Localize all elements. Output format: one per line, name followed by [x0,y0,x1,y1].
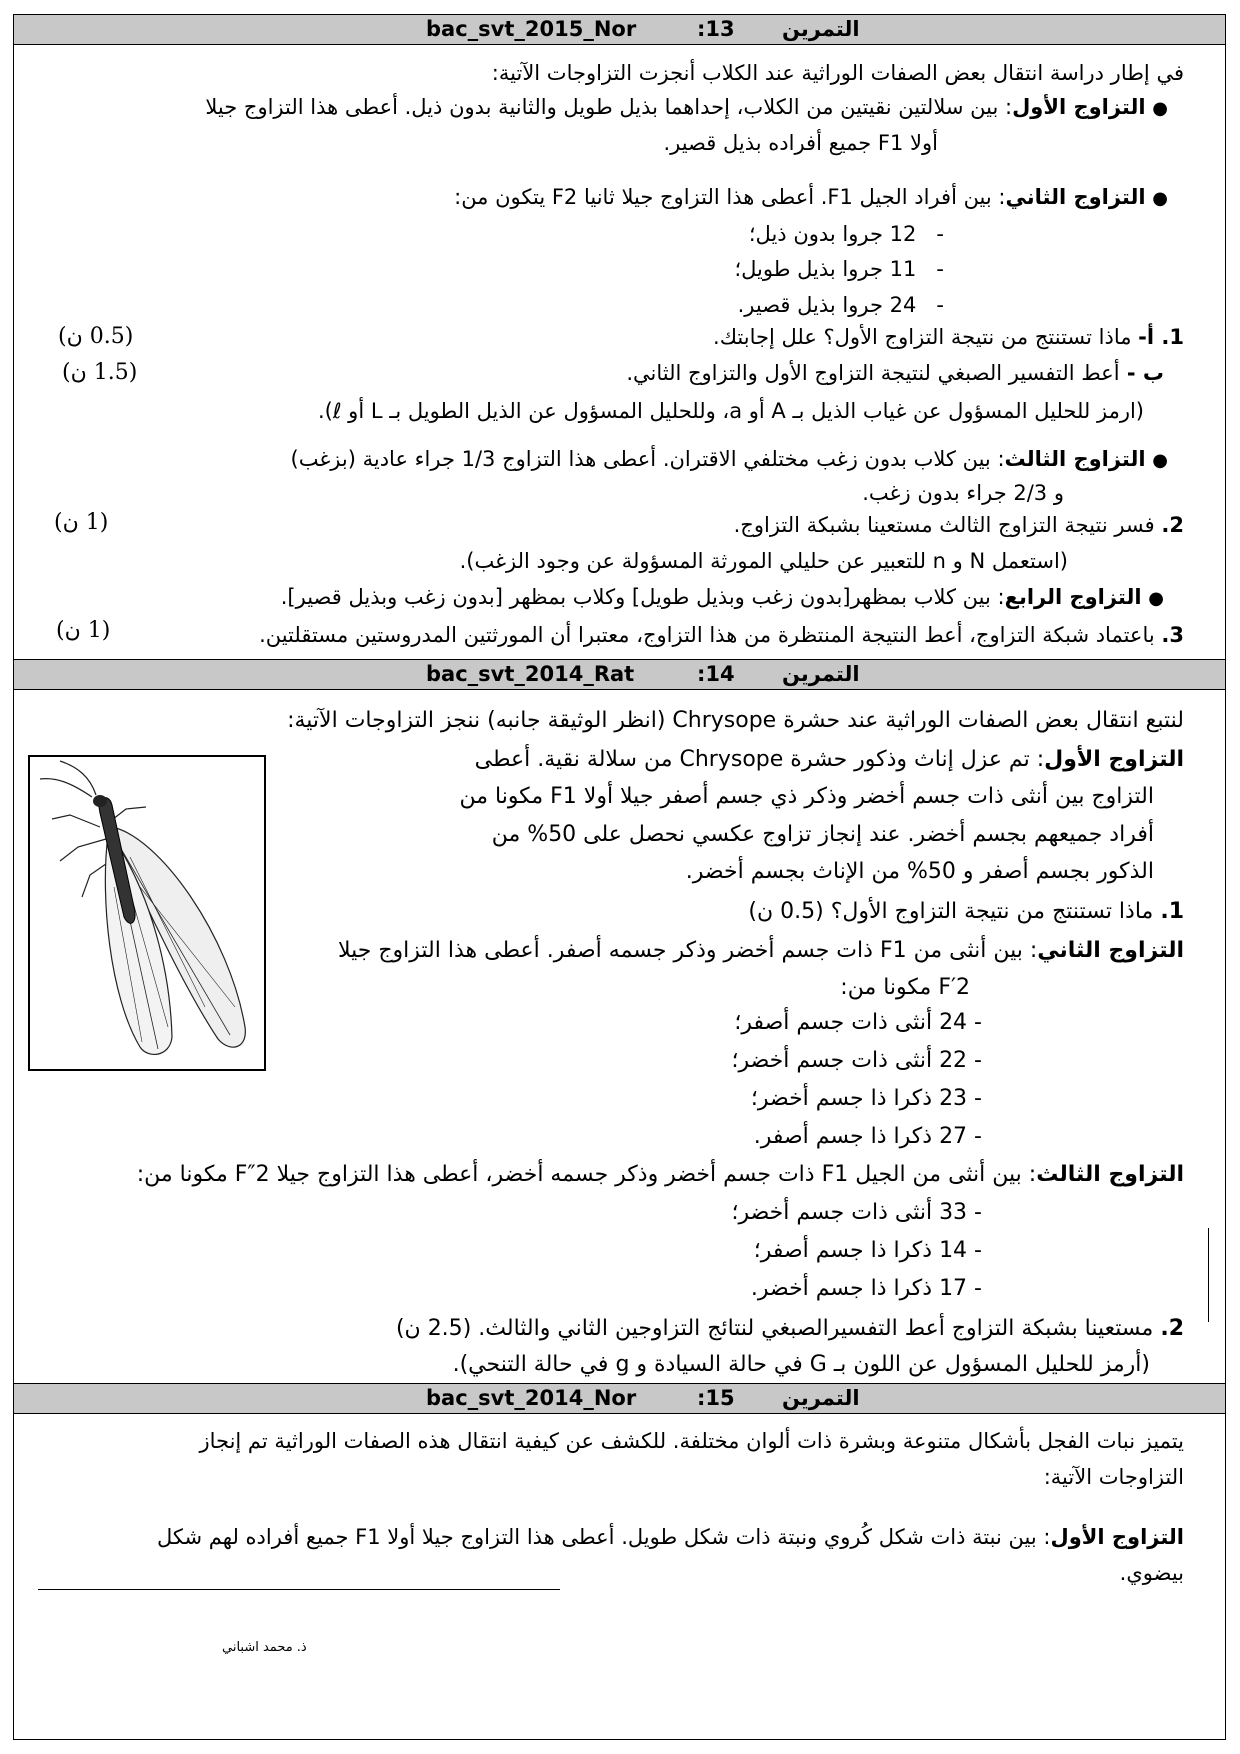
ex14-question-1: 1. ماذا تستنتج من نتيجة التزاوج الأول؟ (0.5 ن) [748,899,1184,924]
exercise-13-header [14,14,1225,45]
ex13-intro: في إطار دراسة انتقال بعض الصفات الوراثية عند الكلاب أنجزت التزاوجات الآتية: [491,61,1184,85]
exercise-label: التمرين [782,17,860,41]
list-item: - 22 أنثى ذات جسم أخضر؛ [731,1048,982,1073]
ex13-cross1: ● التزاوج الأول: بين سلالتين نقيتين من الكلاب، إحداهما بذيل طويل والثانية بدون ذيل. أعطى هذا التزاوج جيلا [205,95,1168,119]
exercise-label: التمرين [782,662,860,686]
ex14-cross1-line2: التزاوج بين أنثى ذات جسم أخضر وذكر ذي جسم أصفر جيلا أولا F1 مكونا من [459,784,1154,809]
chrysope-figure [28,755,266,1071]
ex13-q1a-points: (0.5 ن) [58,324,134,349]
ex14-question-2: 2. مستعينا بشبكة التزاوج أعط التفسيرالصبغي لنتائج التزاوجين الثاني والثالث. (2.5 ن) [395,1316,1184,1341]
ex14-cross3: التزاوج الثالث: بين أنثى من الجيل F1 ذات جسم أخضر وذكر جسمه أخضر، أعطى هذا التزاوج جيلا F″2 مكونا من: [136,1162,1184,1187]
ex14-cross1-line3: أفراد جميعهم بجسم أخضر. عند إنجاز تزاوج عكسي نحصل على 50% من [491,822,1154,847]
exercise-code: bac_svt_2014_Rat [426,662,635,686]
exercise-number: :15 [697,1386,735,1410]
ex14-cross1: التزاوج الأول: تم عزل إناث وذكور حشرة Chrysope من سلالة نقية. أعطى [474,747,1184,772]
list-item: - 17 ذكرا ذا جسم أخضر. [750,1276,982,1301]
ex15-intro: يتميز نبات الفجل بأشكال متنوعة وبشرة ذات ألوان مختلفة. للكشف عن كيفية انتقال هذه الصفات الوراثية تم إنجاز [199,1429,1184,1453]
ex13-q2-points: (1 ن) [54,510,109,535]
ex14-intro: لنتبع انتقال بعض الصفات الوراثية عند حشرة Chrysope (انظر الوثيقة جانبه) ننجز التزاوجات الآتية: [287,708,1184,733]
ex15-cross1: التزاوج الأول: بين نبتة ذات شكل كُروي ونبتة ذات شكل طويل. أعطى هذا التزاوج جيلا أولا F1 جميع أفراده لهم شكل [157,1525,1184,1549]
list-item: - 23 ذكرا ذا جسم أخضر؛ [750,1086,982,1111]
ex14-q2-note: (أرمز للحليل المسؤول عن اللون بـ G في حالة السيادة و g في حالة التنحي). [452,1352,1150,1377]
author-signature: ذ. محمد اشباني [222,1640,307,1655]
ex13-q3-points: (1 ن) [56,618,111,643]
ex14-cross1-line4: الذكور بجسم أصفر و 50% من الإناث بجسم أخضر. [685,859,1154,884]
margin-line [1208,1228,1209,1322]
ex13-q1b-points: (1.5 ن) [62,360,138,385]
ex13-cross3: ● التزاوج الثالث: بين كلاب بدون زغب مختلفي الاقتران. أعطى هذا التزاوج 1/3 جراء عادية (بزغب) [290,447,1168,471]
list-item: - 24 أنثى ذات جسم أصفر؛ [734,1010,982,1035]
ex15-intro-cont: التزاوجات الآتية: [1043,1465,1184,1489]
ex13-q1b-note: (ارمز للحليل المسؤول عن غياب الذيل بـ A أو a، وللحليل المسؤول عن الذيل الطويل بـ L أو ℓ). [317,399,1144,423]
list-item: - 14 ذكرا ذا جسم أصفر؛ [753,1238,982,1263]
ex14-cross2: التزاوج الثاني: بين أنثى من F1 ذات جسم أخضر وذكر جسمه أصفر. أعطى هذا التزاوج جيلا [337,938,1184,963]
list-item: - 11 جروا بذيل طويل؛ [734,257,944,281]
list-item: - 33 أنثى ذات جسم أخضر؛ [731,1200,982,1225]
ex13-cross3-cont: و 2/3 جراء بدون زغب. [862,481,1064,505]
ex14-cross2-cont: F′2 مكونا من: [840,975,970,1000]
exercise-number: :14 [697,662,735,686]
exercise-code: bac_svt_2015_Nor [426,17,637,41]
exercise-14-header [14,659,1225,690]
ex13-cross4: ● التزاوج الرابع: بين كلاب بمظهر[بدون زغب وبذيل طويل] وكلاب بمظهر [بدون زغب وبذيل قصير]. [280,585,1164,609]
list-item: - 12 جروا بدون ذيل؛ [748,222,944,246]
ex13-question-3: 3. باعتماد شبكة التزاوج، أعط النتيجة المنتظرة من هذا التزاوج، معتبرا أن المورثتين المدروستين مستقلتين. [259,623,1184,647]
ex13-cross1-cont: أولا F1 جميع أفراده بذيل قصير. [663,131,938,155]
ex13-question-1b: ب - أعط التفسير الصبغي لنتيجة التزاوج الأول والتزاوج الثاني. [626,361,1164,385]
exercise-code: bac_svt_2014_Nor [426,1386,637,1410]
list-item: - 27 ذكرا ذا جسم أصفر. [753,1124,982,1149]
ex13-question-1a: 1. أ- ماذا تستنتج من نتيجة التزاوج الأول؟ علل إجابتك. [713,325,1184,349]
exercise-label: التمرين [782,1386,860,1410]
ex13-q2-note: (استعمل N و n للتعبير عن حليلي المورثة المسؤولة عن وجود الزغب). [459,549,1068,573]
ex13-question-2: 2. فسر نتيجة التزاوج الثالث مستعينا بشبكة التزاوج. [733,513,1184,537]
ex15-cross1-cont: بيضوي. [1119,1561,1184,1585]
ex13-cross2: ● التزاوج الثاني: بين أفراد الجيل F1. أعطى هذا التزاوج جيلا ثانيا F2 يتكون من: [454,185,1168,209]
chrysope-insect-icon [30,757,264,1069]
exercise-number: :13 [697,17,735,41]
footer-divider [38,1589,560,1590]
list-item: - 24 جروا بذيل قصير. [737,293,944,317]
exercise-15-header [14,1383,1225,1414]
